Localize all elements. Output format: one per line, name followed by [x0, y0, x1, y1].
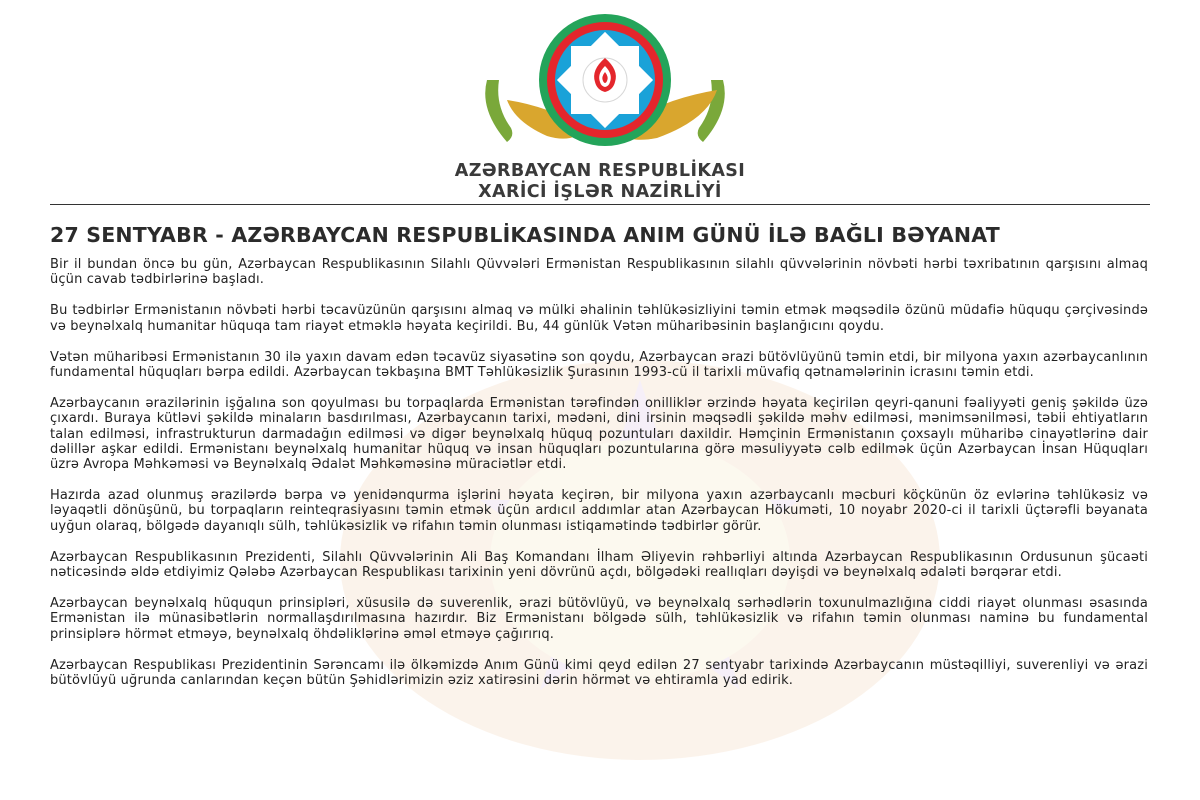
paragraph-5: Hazırda azad olunmuş ərazilərdə bərpa və yenidənqurma işlərini həyata keçirən, bir milyona yaxın azərbaycanlı məcburi köçkünün öz evlərinə təhlükəsiz və ləyaqətli dönüşünü, bu torpaqların reinteqrasiyasını təmin etmək üçün ardıcıl addımlar atan Azərbaycan Hökuməti, 10 noyabr 2020-ci il tarixli üçtərəfli bəyanata uyğun olaraq, bölgədə dayanıqlı sülh, təhlükəsizlik və rifahın təmin olunması istiqamətində tədbirlər görür.	[50, 488, 1148, 534]
ministry-line-2: XARİCİ İŞLƏR NAZİRLİYİ	[478, 182, 722, 202]
paragraph-4: Azərbaycanın ərazilərinin işğalına son qoyulması bu torpaqlarda Ermənistan tərəfindən onilliklər ərzində həyata keçirilən qeyri-qanuni fəaliyyəti geniş şəkildə üzə çıxardı. Buraya kütləvi şəkildə minaların basdırılması, Azərbaycanın tarixi, mədəni, dini irsinin məqsədli şəkildə məhv edilməsi, mənimsənilməsi, təbii ehtiyatların talan edilməsi, infrastrukturun darmadağın edilməsi və digər beynəlxalq hüquq pozuntuları daxildir. Həmçinin Ermənistanın çoxsaylı müharibə cinayətlərinə dair dəlillər aşkar edildi. Ermənistanı beynəlxalq humanitar hüquq və insan hüquqları pozuntularına görə məsuliyyətə cəlb edilmək üçün Azərbaycan İnsan Hüquqları üzrə Avropa Məhkəməsi və Beynəlxalq Ədalət Məhkəməsinə müraciətlər etdi.	[50, 396, 1148, 473]
paragraph-2: Bu tədbirlər Ermənistanın növbəti hərbi təcavüzünün qarşısını almaq və mülki əhalinin təhlükəsizliyini təmin etmək məqsədilə özünü müdafiə hüququ çərçivəsində və beynəlxalq humanitar hüquqa tam riayət etməklə həyata keçirildi. Bu, 44 günlük Vətən müharibəsinin başlanğıcını qoydu.	[50, 303, 1148, 334]
paragraph-3: Vətən müharibəsi Ermənistanın 30 ilə yaxın davam edən təcavüz siyasətinə son qoydu, Azərbaycan ərazi bütövlüyünü təmin etdi, bir milyona yaxın azərbaycanlının fundamental hüquqları bərpa edildi. Azərbaycan təkbaşına BMT Təhlükəsizlik Şurasının 1993-cü il tarixli müvafiq qətnamələrinin icrasını təmin etdi.	[50, 349, 1148, 381]
paragraph-7: Azərbaycan beynəlxalq hüququn prinsipləri, xüsusilə də suverenlik, ərazi bütövlüyü, və beynəlxalq sərhədlərin toxunulmazlığına ciddi riayət olunması əsasında Ermənistan ilə münasibətlərin normallaşdırılmasına hazırdır. Biz Ermənistanı bölgədə sülh, təhlükəsizlik və rifahın təmin olunması naminə bu fundamental prinsiplərə hörmət etməyə, beynəlxalq öhdəliklərinə əməl etməyə çağırırıq.	[50, 596, 1148, 642]
paragraph-1: Bir il bundan öncə bu gün, Azərbaycan Respublikasının Silahlı Qüvvələri Ermənistan Respublikasının silahlı qüvvələrinin növbəti hərbi təxribatının qarşısını almaq üçün cavab tədbirlərinə başladı.	[50, 257, 1148, 288]
paragraph-6: Azərbaycan Respublikasının Prezidenti, Silahlı Qüvvələrinin Ali Baş Komandanı İlham Əliyevin rəhbərliyi altında Azərbaycan Respublikasının Ordusunun şücaəti nəticəsində əldə etdiyimiz Qələbə Azərbaycan Respublikası tarixinin yeni dövrünü açdı, bölgədəki reallıqları dəyişdi və beynəlxalq ədaləti bərqərar etdi.	[50, 549, 1148, 581]
paragraph-8: Azərbaycan Respublikası Prezidentinin Sərəncamı ilə ölkəmizdə Anım Günü kimi qeyd edilən 27 sentyabr tarixində Azərbaycanın müstəqilliyi, suverenliyi və ərazi bütövlüyü uğrunda canlarından keçən bütün Şəhidlərimizin əziz xatirəsini dərin hörmət və ehtiramla yad edirik.	[50, 657, 1148, 689]
ministry-name	[0, 161, 1200, 203]
coat-of-arms-emblem-icon	[467, 10, 743, 160]
statement-body	[50, 257, 1148, 704]
header-divider	[50, 204, 1150, 205]
statement-title: 27 SENTYABR - AZƏRBAYCAN RESPUBLİKASINDA ANIM GÜNÜ İLƏ BAĞLI BƏYANAT	[50, 223, 1000, 247]
ministry-line-1: AZƏRBAYCAN RESPUBLİKASI	[454, 161, 746, 181]
